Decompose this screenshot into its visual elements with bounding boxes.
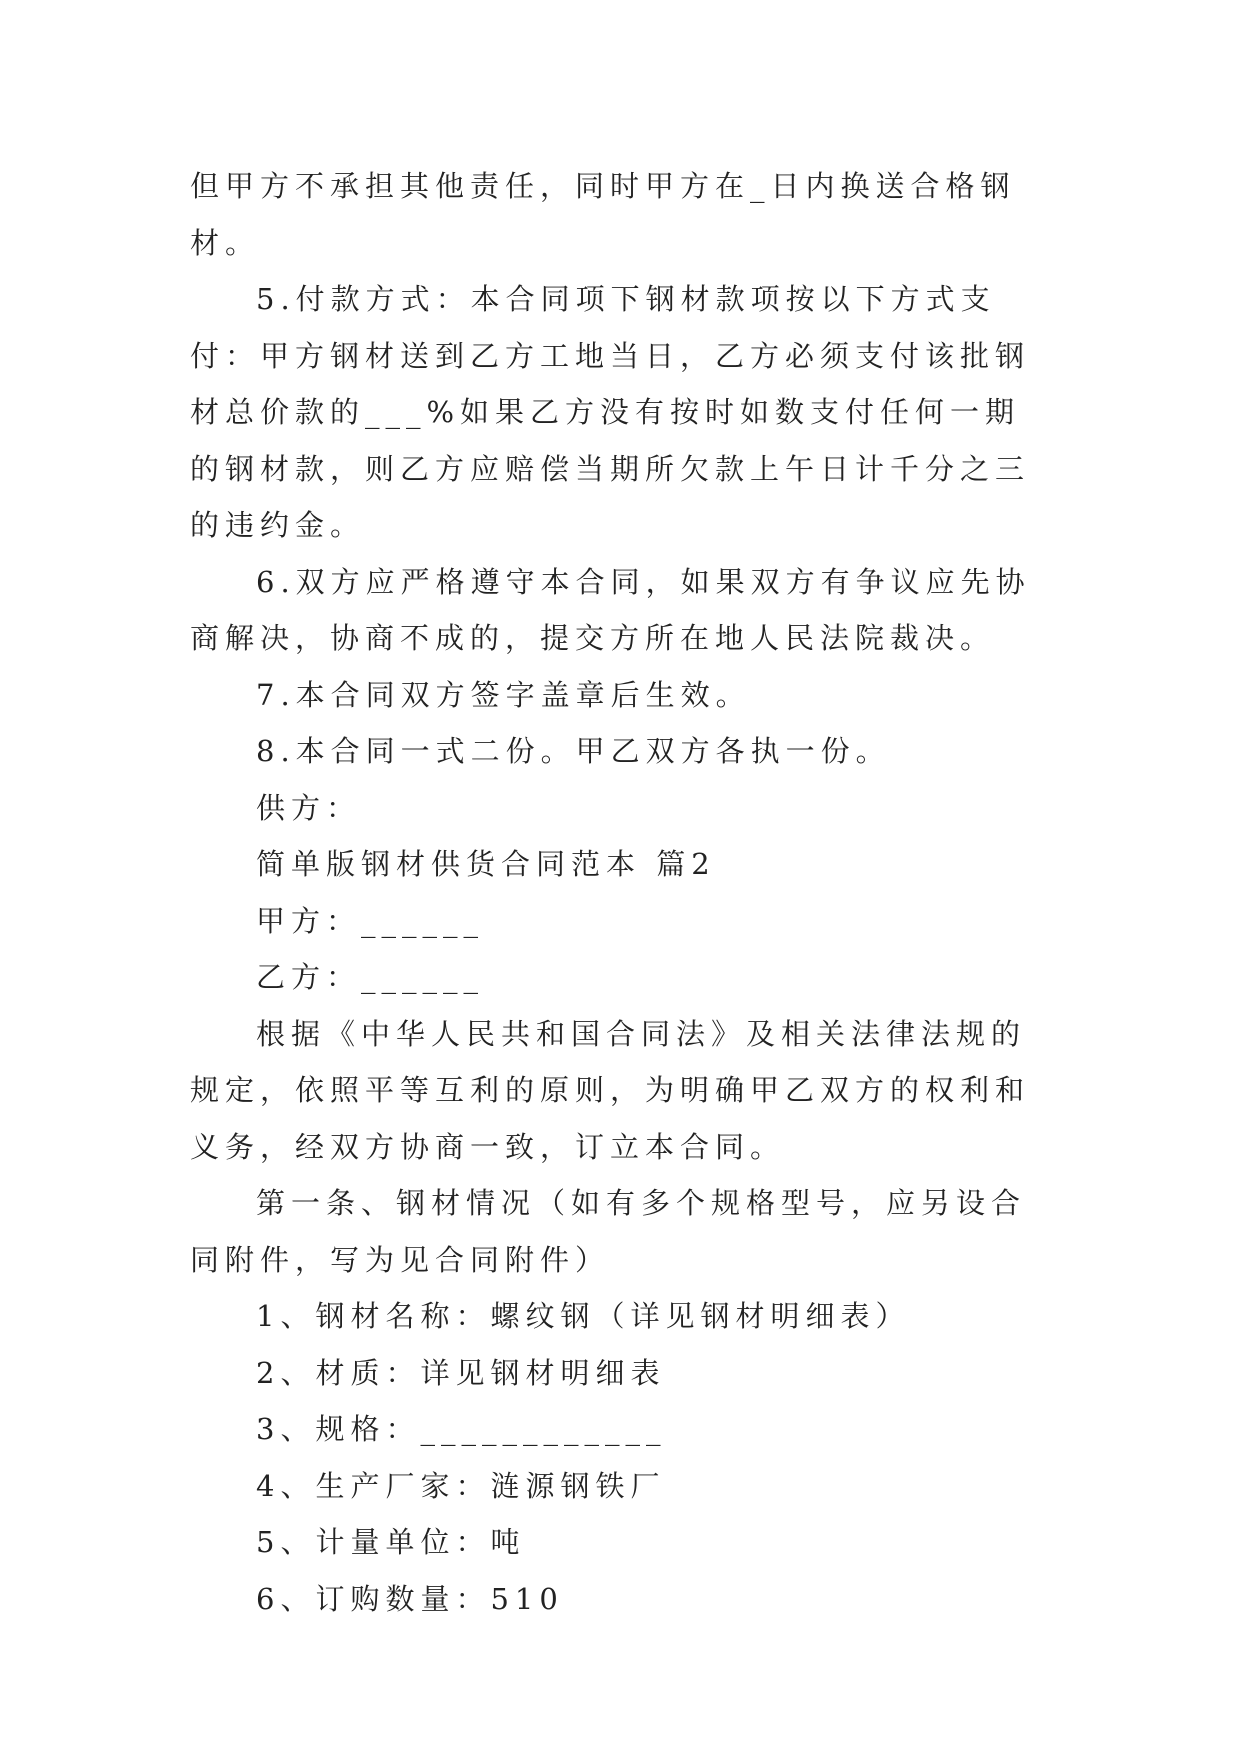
item-manufacturer: 4、生产厂家：涟源钢铁厂: [256, 1468, 666, 1503]
item-unit: 5、计量单位：吨: [256, 1525, 526, 1559]
item-material: 2、材质：详见钢材明细表: [256, 1355, 666, 1390]
clause-effective: 7.本合同双方签字盖章后生效。: [256, 677, 751, 712]
item-quantity: 6、订购数量：510: [256, 1581, 564, 1616]
item-specification: 3、规格：____________: [256, 1412, 667, 1446]
document-body: [190, 158, 1054, 1627]
preamble-paragraph: 根据《中华人民共和国合同法》及相关法律法规的规定，依照平等互利的原则，为明确甲乙双方的权利和义务，经双方协商一致，订立本合同。: [190, 1016, 1031, 1164]
paragraph-continuation: 但甲方不承担其他责任，同时甲方在_日内换送合格钢材。: [190, 169, 1016, 260]
party-a-line: 甲方：______: [256, 903, 485, 938]
item-steel-name: 1、钢材名称：螺纹钢（详见钢材明细表）: [256, 1299, 911, 1333]
clause-copies: 8.本合同一式二份。甲乙双方各执一份。: [256, 734, 891, 768]
supplier-signature-line: 供方：: [256, 790, 362, 825]
section-heading: 简单版钢材供货合同范本 篇2: [256, 847, 716, 881]
clause-payment-method: 5.付款方式：本合同项下钢材款项按以下方式支付：甲方钢材送到乙方工地当日，乙方必须支付该批钢材总价款的___%如果乙方没有按时如数支付任何一期的钢材款，则乙方应赔偿当期所欠款上午日计千分之三的违约金。: [190, 282, 1031, 542]
party-b-line: 乙方：______: [256, 960, 485, 994]
article-one-heading: 第一条、钢材情况（如有多个规格型号，应另设合同附件，写为见合同附件）: [190, 1186, 1027, 1277]
clause-dispute-resolution: 6.双方应严格遵守本合同，如果双方有争议应先协商解决，协商不成的，提交方所在地人民法院裁决。: [190, 564, 1031, 655]
